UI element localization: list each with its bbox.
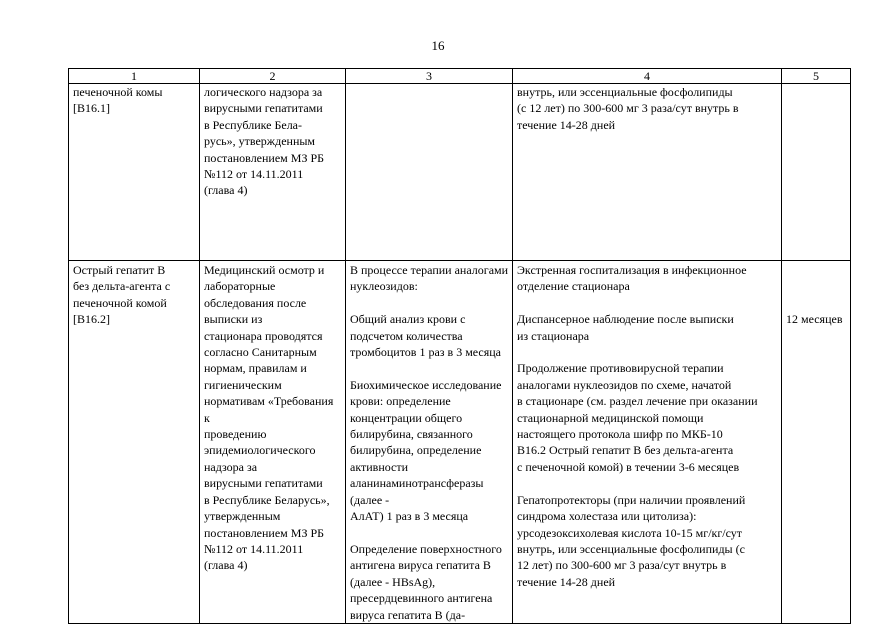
table-header-row <box>69 69 851 84</box>
treatment-cell <box>513 84 782 261</box>
monitoring-cell <box>200 84 346 261</box>
page-number: 16 <box>431 38 445 53</box>
table-row <box>69 261 851 624</box>
table-row <box>69 84 851 261</box>
diagnosis-cell <box>69 261 200 624</box>
duration-cell <box>782 261 851 624</box>
treatment-text: Экстренная госпитализация в инфекционное отделение стационара Диспансерное наблюдение после выписки из стационара Продолжение противовирусной терапии аналогами нуклеозидов по схеме, начатой в стационаре (см. раздел лечение при оказании стационарной медицинской помощи настоящего протокола шифр по МКБ-10 B16.2 Острый гепатит В без дельта-агента с печеночной комой) в течении 3-6 месяцев Гепатопротекторы (при наличии проявлений синдрома холестаза или цитолиза): урсодезоксихолевая кислота 10-15 мг/кг/сут внутрь, или эссенциальные фосфолипиды (с 12 лет) по 300-600 мг 3 раза/сут внутрь в течение 14-28 дней <box>517 263 758 589</box>
tests-cell <box>346 84 513 261</box>
header-col-1: 1 <box>69 69 200 84</box>
header-col-5: 5 <box>782 69 851 84</box>
protocol-table <box>68 68 851 624</box>
tests-text: В процессе терапии аналогами нуклеозидов: Общий анализ крови с подсчетом количества тромбоцитов 1 раз в 3 месяца Биохимическое исследование крови: определение концентрации общего билирубина, связанного билирубина, определение активности аланинаминотрансферазы (далее - АлАТ) 1 раз в 3 месяца Определение поверхностного антигена вируса гепатита В (далее - HBsAg), пресердцевинного антигена вируса гепатита В (да- <box>350 263 509 622</box>
treatment-text: внутрь, или эссенциальные фосфолипиды (с 12 лет) по 300-600 мг 3 раза/сут внутрь в течение 14-28 дней <box>517 85 739 132</box>
diagnosis-text: Острый гепатит В без дельта-агента с печеночной комой [B16.2] <box>73 263 171 327</box>
treatment-cell <box>513 261 782 624</box>
monitoring-text: Медицинский осмотр и лабораторные обследования после выписки из стационара проводятся согласно Санитарным нормам, правилам и гигиеническим нормативам «Требования к проведению эпидемиологического надзора за вирусными гепатитами в Республике Беларусь», утвержденным постановлением МЗ РБ №112 от 14.11.2011 (глава 4) <box>204 263 334 573</box>
duration-text: 12 месяцев <box>786 312 843 326</box>
diagnosis-cell <box>69 84 200 261</box>
header-col-3: 3 <box>346 69 513 84</box>
monitoring-text: логического надзора за вирусными гепатитами в Республике Бела- русь», утвержденным постановлением МЗ РБ №112 от 14.11.2011 (глава 4) <box>204 85 325 198</box>
monitoring-cell <box>200 261 346 624</box>
diagnosis-text: печеночной комы [B16.1] <box>73 85 163 116</box>
header-col-4: 4 <box>513 69 782 84</box>
header-col-2: 2 <box>200 69 346 84</box>
tests-cell <box>346 261 513 624</box>
duration-cell <box>782 84 851 261</box>
